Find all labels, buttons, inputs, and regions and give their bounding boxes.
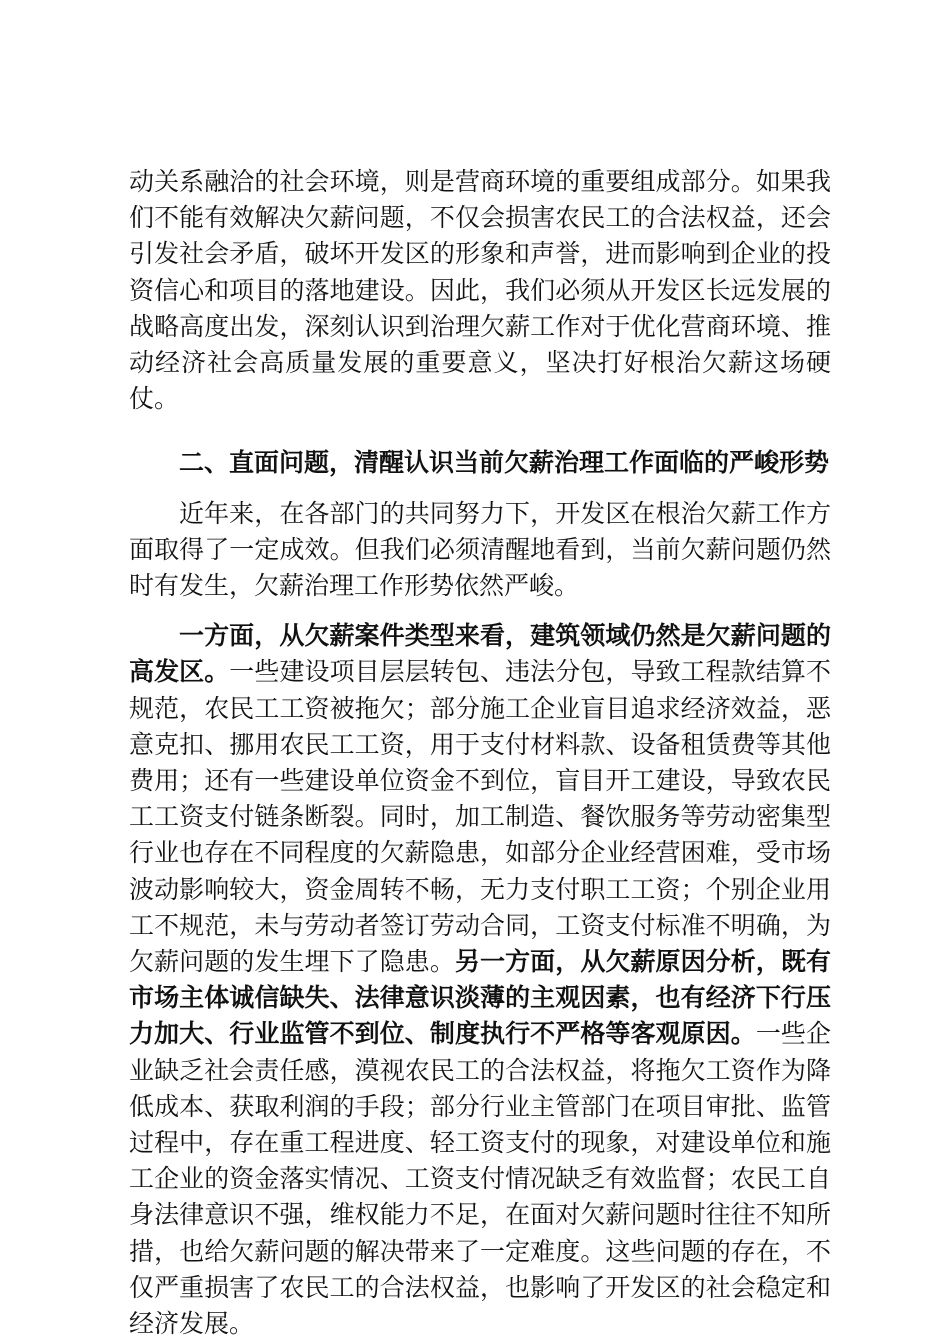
- emphasis-first-aspect: 一方面，从欠薪案件类型来看，建筑领域仍然是欠薪问题的高发区。: [129, 621, 831, 687]
- document-page: [129, 164, 831, 1342]
- paragraph-continuation: 动关系融洽的社会环境，则是营商环境的重要组成部分。如果我们不能有效解决欠薪问题，不仅会损害农民工的合法权益，还会引发社会矛盾，破坏开发区的形象和声誉，进而影响到企业的投资信心和项目的落地建设。因此，我们必须从开发区长远发展的战略高度出发，深刻认识到治理欠薪工作对于优化营商环境、推动经济社会高质量发展的重要意义，坚决打好根治欠薪这场硬仗。: [129, 167, 831, 414]
- paragraph-analysis: [129, 618, 831, 1342]
- paragraph-text-first-aspect: 一些建设项目层层转包、违法分包，导致工程款结算不规范，农民工工资被拖欠；部分施工企业盲目追求经济效益，恶意克扣、挪用农民工工资，用于支付材料款、设备租赁费等其他费用；还有一些建设单位资金不到位，盲目开工建设，导致农民工工资支付链条断裂。同时，加工制造、餐饮服务等劳动密集型行业也存在不同程度的欠薪隐患，如部分企业经营困难，受市场波动影响较大，资金周转不畅，无力支付职工工资；个别企业用工不规范，未与劳动者签订劳动合同，工资支付标准不明确，为欠薪问题的发生埋下了隐患。: [129, 657, 831, 977]
- paragraph-intro: 近年来，在各部门的共同努力下，开发区在根治欠薪工作方面取得了一定成效。但我们必须清醒地看到，当前欠薪问题仍然时有发生，欠薪治理工作形势依然严峻。: [129, 498, 831, 601]
- section-heading: 二、直面问题，清醒认识当前欠薪治理工作面临的严峻形势: [179, 448, 830, 478]
- emphasis-second-aspect: 另一方面，从欠薪原因分析，既有市场主体诚信缺失、法律意识淡薄的主观因素，也有经济下行压力加大、行业监管不到位、制度执行不严格等客观原因。: [129, 947, 831, 1049]
- paragraph-text-second-aspect: 一些企业缺乏社会责任感，漠视农民工的合法权益，将拖欠工资作为降低成本、获取利润的手段；部分行业主管部门在项目审批、监管过程中，存在重工程进度、轻工资支付的现象，对建设单位和施工企业的资金落实情况、工资支付情况缺乏有效监督；农民工自身法律意识不强，维权能力不足，在面对欠薪问题时往往不知所措，也给欠薪问题的解决带来了一定难度。这些问题的存在，不仅严重损害了农民工的合法权益，也影响了开发区的社会稳定和经济发展。: [129, 1019, 831, 1339]
